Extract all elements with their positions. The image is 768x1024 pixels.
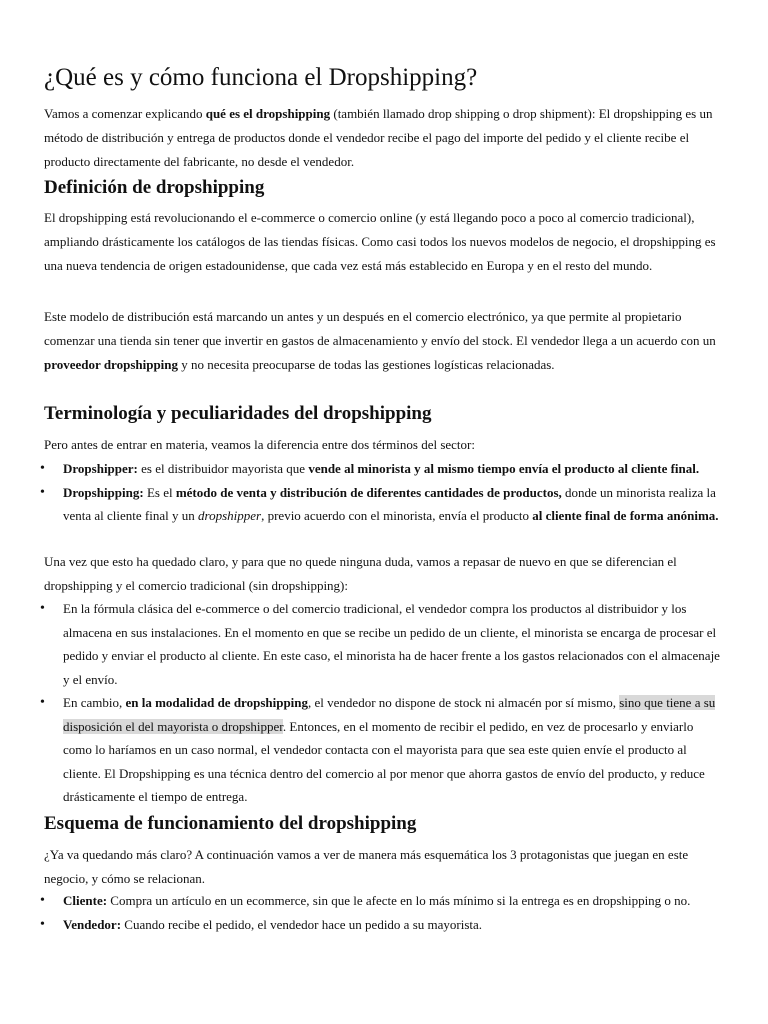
item4-bold: en la modalidad de dropshipping (125, 695, 309, 710)
cliente-label: Cliente: (63, 893, 108, 908)
vendedor-text: Cuando recibe el pedido, el vendedor hace un pedido a su mayorista. (121, 916, 483, 932)
term-dropshipping-text-f: , previo acuerdo con el minorista, envía el producto (261, 508, 533, 523)
definicion-paragraph-1: El dropshipping está revolucionando el e-commerce o comercio online (y está llegando poco a poco al comercio tradicional), ampliando drásticamente los catálogos de las tiendas físicas. Como casi todos los nuevos modelos de negocio, el dropshipping es una nueva tendencia de origen estadounidense, que cada vez está más establecido en Europa y en el resto del mundo. (44, 210, 716, 273)
term-dropshipping: Dropshipping: (63, 484, 144, 500)
term-dropshipper: Dropshipper: (63, 461, 138, 476)
heading-esquema: Esquema de funcionamiento del dropshipping (44, 813, 417, 834)
term-dropshipping-text-d: donde un minorista realiza la venta al cliente final y un (63, 484, 716, 523)
term-dropshipping-italic: dropshipper (198, 508, 262, 523)
cliente-text: Compra un artículo en un ecommerce, sin que le afecte en lo más mínimo si la entrega es en dropshipping o no. (107, 893, 691, 908)
esquema-list (0, 889, 720, 936)
terminologia-list-2 (0, 597, 720, 809)
definicion-p2-c: y no necesita preocuparse de todas las gestiones logísticas relacionadas. (178, 357, 555, 372)
list-item-dropshipping (0, 481, 720, 528)
definicion-p2-bold: proveedor dropshipping (44, 357, 179, 372)
item4-text-e: . Entonces, en el momento de recibir el pedido, en vez de procesarlo y enviarlo como lo haríamos en un caso normal, el vendedor contacta con el mayorista para que sea este quien envíe el producto al cliente. El Dropshipping es una técnica dentro del comercio al por menor que ahorra gastos de envío del producto, y reduce drásticamente el tiempo de entrega. (63, 718, 705, 804)
list-item-modalidad-dropshipping (0, 691, 720, 809)
terminologia-lead: Pero antes de entrar en materia, veamos la diferencia entre dos términos del sector: (44, 437, 475, 452)
term-dropshipper-text: es el distribuidor mayorista que (137, 461, 309, 476)
intro-text-c: (también llamado drop shipping o drop shipment): El dropshipping es un método de distribución y entrega de productos donde el vendedor recibe el pago del importe del pedido y el cliente recibe el producto directamente del fabricante, no desde el vendedor. (44, 106, 713, 169)
term-dropshipping-bold-c: método de venta y distribución de diferentes cantidades de productos, (175, 484, 562, 500)
terminologia-middle: Una vez que esto ha quedado claro, y para que no quede ninguna duda, vamos a repasar de nuevo en que se diferencian el dropshipping y el comercio tradicional (sin dropshipping): (44, 554, 677, 593)
intro-text-bold: qué es el dropshipping (205, 106, 331, 121)
intro-text-a: Vamos a comenzar explicando (44, 106, 206, 121)
list-item-vendedor (0, 913, 720, 937)
list-item-cliente (0, 889, 720, 913)
terminologia-list-1 (0, 457, 720, 528)
heading-terminologia: Terminología y peculiaridades del dropshipping (44, 403, 432, 424)
item4-text-c: , el vendedor no dispone de stock ni almacén por sí mismo, (308, 695, 620, 710)
intro-paragraph (44, 102, 720, 174)
definicion-paragraph-2 (44, 305, 720, 377)
term-dropshipping-text-b: Es el (143, 484, 176, 500)
page-title: ¿Qué es y cómo funciona el Dropshipping? (44, 64, 478, 91)
list-item-dropshipper (0, 457, 720, 481)
esquema-lead: ¿Ya va quedando más claro? A continuación vamos a ver de manera más esquemática los 3 protagonistas que juegan en este negocio, y cómo se relacionan. (44, 847, 689, 886)
item4-text-a: En cambio, (63, 695, 126, 710)
item4-highlight: sino que tiene a su disposición el del mayorista o dropshipper (63, 695, 716, 734)
definicion-p2-a: Este modelo de distribución está marcando un antes y un después en el comercio electrónico, ya que permite al propietario comenzar una tienda sin tener que invertir en gastos de almacenamiento y envío del stock. El vendedor llega a un acuerdo con un (44, 309, 716, 348)
heading-definicion: Definición de dropshipping (44, 177, 265, 198)
term-dropshipper-bold: vende al minorista y al mismo tiempo envía el producto al cliente final. (308, 461, 700, 476)
term-dropshipping-bold-g: al cliente final de forma anónima. (532, 508, 719, 523)
list-item-comercio-tradicional: • En la fórmula clásica del e-commerce o del comercio tradicional, el vendedor compra los productos al distribuidor y los almacena en sus instalaciones. En el momento en que se recibe un pedido de un cliente, el minorista se encarga de procesar el pedido y enviar el producto al cliente. En este caso, el minorista ha de hacer frente a los gastos relacionados con el almacenaje y el envío. (0, 597, 720, 691)
vendedor-label: Vendedor: (63, 916, 122, 932)
